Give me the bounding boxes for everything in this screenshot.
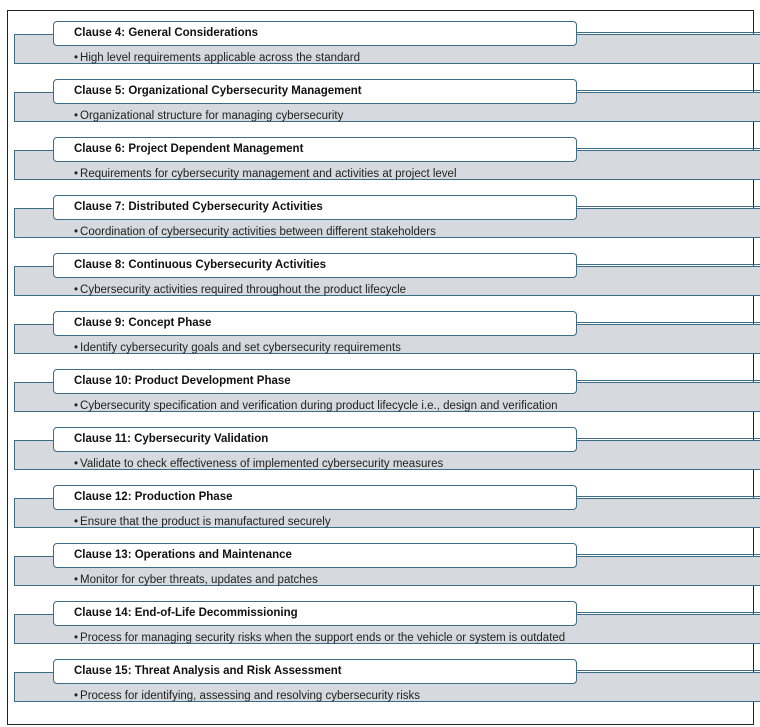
bullet-icon: • <box>74 284 79 296</box>
clause-row <box>0 300 760 358</box>
title-connector-line <box>576 496 760 497</box>
bullet-icon: • <box>74 632 79 644</box>
clause-row <box>0 358 760 416</box>
clause-description <box>74 458 443 470</box>
clause-row <box>0 532 760 590</box>
clause-row <box>0 126 760 184</box>
bullet-icon: • <box>74 168 79 180</box>
clause-description <box>74 400 558 412</box>
clause-row <box>0 416 760 474</box>
clause-description-text: Process for managing security risks when the support ends or the vehicle or system is outdated <box>80 632 566 644</box>
title-connector-line <box>576 264 760 265</box>
title-connector-line <box>576 380 760 381</box>
clause-row <box>0 184 760 242</box>
bullet-icon: • <box>74 458 79 470</box>
title-connector-line <box>576 90 760 91</box>
clause-description <box>74 690 420 702</box>
clause-description-text: Process for identifying, assessing and resolving cybersecurity risks <box>80 690 421 702</box>
clause-title: Clause 13: Operations and Maintenance <box>53 543 577 568</box>
clause-title: Clause 15: Threat Analysis and Risk Assessment <box>53 659 577 684</box>
clause-description <box>74 226 436 238</box>
clause-description <box>74 168 457 180</box>
bullet-icon: • <box>74 516 79 528</box>
clause-description <box>74 574 318 586</box>
bullet-icon: • <box>74 110 79 122</box>
title-connector-line <box>576 32 760 33</box>
clause-description <box>74 110 343 122</box>
clause-row <box>0 68 760 126</box>
title-connector-line <box>576 206 760 207</box>
clause-description-text: Requirements for cybersecurity management and activities at project level <box>80 168 457 180</box>
bullet-icon: • <box>74 400 79 412</box>
clause-title: Clause 7: Distributed Cybersecurity Activities <box>53 195 577 220</box>
clause-row <box>0 590 760 648</box>
clause-description-text: Identify cybersecurity goals and set cybersecurity requirements <box>80 342 401 354</box>
clause-row <box>0 242 760 300</box>
title-connector-line <box>576 322 760 323</box>
clause-title: Clause 9: Concept Phase <box>53 311 577 336</box>
title-connector-line <box>576 670 760 671</box>
bullet-icon: • <box>74 574 79 586</box>
clause-title: Clause 6: Project Dependent Management <box>53 137 577 162</box>
clause-description-text: Cybersecurity specification and verification during product lifecycle i.e., design and verification <box>80 400 558 412</box>
bullet-icon: • <box>74 52 79 64</box>
clause-row <box>0 10 760 68</box>
clause-row <box>0 474 760 532</box>
title-connector-line <box>576 554 760 555</box>
clause-title: Clause 14: End-of-Life Decommissioning <box>53 601 577 626</box>
clause-row <box>0 648 760 706</box>
clause-description <box>74 516 331 528</box>
title-connector-line <box>576 612 760 613</box>
bullet-icon: • <box>74 690 79 702</box>
clause-description <box>74 632 565 644</box>
clause-title: Clause 10: Product Development Phase <box>53 369 577 394</box>
clause-description-text: Monitor for cyber threats, updates and patches <box>80 574 318 586</box>
clause-title: Clause 4: General Considerations <box>53 21 577 46</box>
title-connector-line <box>576 438 760 439</box>
clause-description <box>74 342 401 354</box>
clause-title: Clause 8: Continuous Cybersecurity Activities <box>53 253 577 278</box>
clause-description-text: Organizational structure for managing cybersecurity <box>80 110 344 122</box>
bullet-icon: • <box>74 226 79 238</box>
clause-description-text: Validate to check effectiveness of implemented cybersecurity measures <box>80 458 444 470</box>
clause-title: Clause 12: Production Phase <box>53 485 577 510</box>
clause-description-text: Coordination of cybersecurity activities between different stakeholders <box>80 226 436 238</box>
clause-description <box>74 284 406 296</box>
clause-description-text: Cybersecurity activities required throughout the product lifecycle <box>80 284 407 296</box>
clause-title: Clause 5: Organizational Cybersecurity Management <box>53 79 577 104</box>
clause-description-text: High level requirements applicable across the standard <box>80 52 361 64</box>
clause-description-text: Ensure that the product is manufactured securely <box>80 516 331 528</box>
bullet-icon: • <box>74 342 79 354</box>
clause-title: Clause 11: Cybersecurity Validation <box>53 427 577 452</box>
title-connector-line <box>576 148 760 149</box>
clause-description <box>74 52 360 64</box>
